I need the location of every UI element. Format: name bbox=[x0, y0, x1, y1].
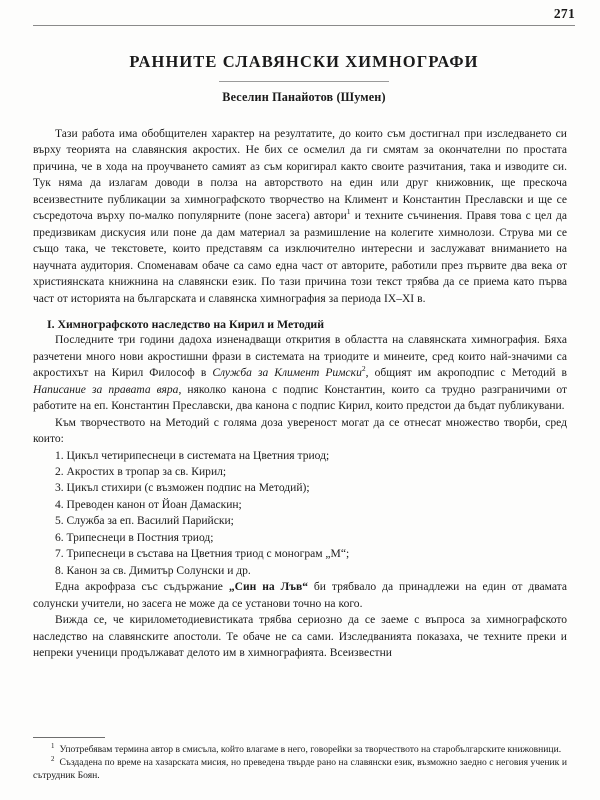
section-heading-1: I. Химнографското наследство на Кирил и Методий bbox=[47, 316, 325, 331]
footnote-2-text: Създадена по време на хазарската мисия, но преведена твърде рано на славянски език, възможно заедно с неговия ученик и сътрудник Боян. bbox=[33, 757, 567, 782]
paragraph-discoveries-text-b: , общият им акроподпис с Методий в bbox=[365, 367, 568, 380]
list-item: 6. Трипеснеци в Постния триод; bbox=[55, 531, 214, 544]
list-item: 2. Акростих в тропар за св. Кирил; bbox=[55, 466, 227, 479]
paragraph-intro-text-a: Тази работа има обобщителен характер на резултатите, до които съм достигнал при изследването си върху теорията на славянския акростих. Не бих се осмелил да ги смятам за окончателни по простата причина, че в хода на проучването самият аз съм коригирал както своите разчитания, така и изводите си. Тук няма да излагам доводи в полза на авторството на един или друг книжовник, ще прескоча всеизвестните публикации за химнографското творчество на Климент и Константин Преславски и ще се съсредоточа върху по-малко популярните (поне засега) автори bbox=[33, 128, 567, 223]
paragraph-acrophrase bbox=[33, 579, 567, 612]
title-block bbox=[33, 52, 575, 105]
paragraph-intro-text-b: и техните съчинения. Правя това с цел да предизвикам дискусия или поне да дам материал за размишление на колегите химнолози. Струва ми се също така, че текстовете, които представям са изключително интересни и заслужават вниманието на научната аудитория. Споменавам обаче са само една част от авторите, работили през първите два века от християнската книжнина на славянски език. По тази причина този текст трябва да се приема като първа част от историята на българската и славянска химнография за периода IX–XI в. bbox=[33, 210, 567, 305]
list-item: 4. Преводен канон от Йоан Дамаскин; bbox=[55, 498, 242, 511]
paragraph-conclusion: Вижда се, че кирилометодиевистиката трябва сериозно да се заеме с въпроса за химнографското наследство на славянските апостоли. Те обаче не са сами. Изследванията показаха, че техните преки и непреки ученици продължават делото им в химнографията. Всеизвестни bbox=[33, 614, 567, 659]
footnotes-block bbox=[33, 737, 567, 783]
list-item: 5. Служба за еп. Василий Парийски; bbox=[55, 515, 234, 528]
header-rule bbox=[33, 25, 575, 26]
work-title-sluzhba: Служба за Климент Римски bbox=[212, 367, 362, 380]
paragraph-methodius-intro: Към творчеството на Методий с голяма доза увереност могат да се отнесат множество творби, сред които: bbox=[33, 416, 567, 446]
paragraph-intro bbox=[33, 126, 567, 307]
body-column bbox=[33, 126, 567, 661]
footnote-1-text: Употребявам термина автор в смисъла, който влагаме в него, говорейки за творчеството на старобългарските книжовници. bbox=[59, 744, 562, 755]
author-byline: Веселин Панайотов (Шумен) bbox=[222, 90, 386, 104]
paragraph-acrophrase-text-b: би трябвало да принадлежи на един от двамата солунски учители, но засега не може да се установи точно на кого. bbox=[33, 581, 567, 610]
work-title-napisanie: Написание за правата вяра bbox=[33, 383, 179, 396]
list-item: 1. Цикъл четирипеснеци в системата на Цветния триод; bbox=[55, 449, 330, 462]
list-item: 3. Цикъл стихири (с възможен подпис на Методий); bbox=[55, 482, 310, 495]
list-item: 7. Трипеснеци в състава на Цветния триод с монограм „М“; bbox=[55, 548, 350, 561]
footnote-separator-rule bbox=[33, 737, 105, 738]
footnote-2 bbox=[33, 756, 567, 782]
list-item: 8. Канон за св. Димитър Солунски и др. bbox=[55, 564, 251, 577]
paragraph-discoveries bbox=[33, 332, 567, 414]
paragraph-discoveries-text-c: , няколко канона с подпис Константин, които са трудно разграничими от работите на еп. Константин Преславски, два канона с подпис Кирил, които предстои да бъдат публикувани. bbox=[33, 383, 567, 413]
acrophrase-quote: „Син на Лъв“ bbox=[228, 581, 308, 594]
paragraph-discoveries-text-a: Последните три години дадоха изненадващи открития в областта на славянската химнография. Бяха разчетени много нови акростишни фрази в системата на триодите и минеите, сред които най-значими са акростихът на Кирил Философ в bbox=[33, 334, 567, 380]
paragraph-acrophrase-text-a: Една акрофраза със съдържание bbox=[55, 581, 229, 594]
footnote-1 bbox=[33, 743, 567, 756]
article-title: РАННИТЕ СЛАВЯНСКИ ХИМНОГРАФИ bbox=[129, 52, 479, 71]
title-divider bbox=[219, 81, 389, 82]
footnote-1-marker: 1 bbox=[51, 742, 55, 750]
footnote-2-marker: 2 bbox=[51, 756, 55, 764]
works-list bbox=[33, 448, 567, 580]
running-head bbox=[33, 6, 575, 32]
footnote-ref-2[interactable]: 2 bbox=[361, 364, 366, 374]
footnote-ref-1[interactable]: 1 bbox=[346, 207, 351, 217]
page-number: 271 bbox=[553, 6, 575, 21]
